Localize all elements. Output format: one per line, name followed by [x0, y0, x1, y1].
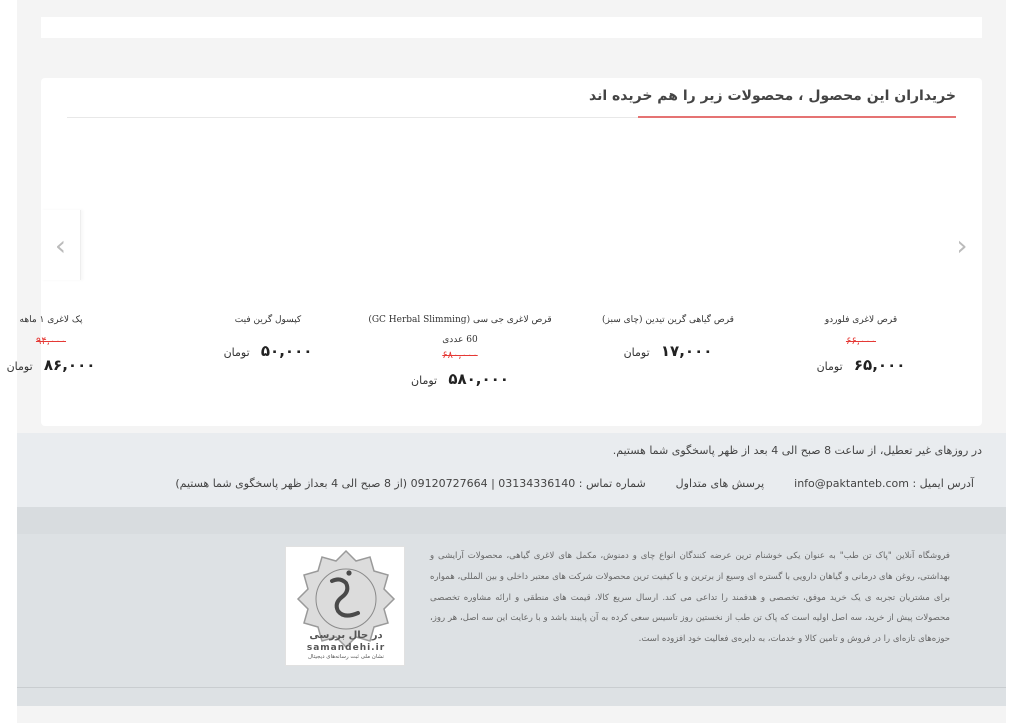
- about-text: فروشگاه آنلاین "پاک تن طب" به عنوان یکی خوشنام ترین عرضه کنندگان انواع چای و دمنوش، مکمل های لاغری گیاهی، محصولات آرایشی و بهداشتی، روغن های درمانی و گیاهان دارویی با گستره ای وسیع از برترین و با کیفیت ترین محصولات شرکت های معتبر داخلی و بین المللی، همواره برای مشتریان تجربه ی یک خرید موفق، تخصصی و هدفمند را تداعی می کند. ارسال سریع کالا، قیمت های منطقی و ارائه مشاوره تخصصی محصولات پیش از خرید، سه اصل اولیه است که پاک تن طب از نخستین روز تاسیس سعی کرده به آن پایبند باشد و با رعایت این سه اصل، هر روز، حوزه‌های تازه‌ای را در فروش و تامین کالا و خدمات، به دایره‌ی فعالیت خود افزوده است.: [430, 551, 950, 645]
- chevron-right-icon: ›: [956, 228, 968, 262]
- phone-label: شماره تماس :: [578, 477, 646, 490]
- product-card[interactable]: [575, 310, 761, 360]
- product-price-row: [354, 370, 566, 388]
- working-hours-text: در روزهای غیر تعطیل، از ساعت 8 صبح الی 4 بعد از ظهر پاسخگوی شما هستیم.: [612, 444, 982, 457]
- email-block: [794, 477, 974, 490]
- badge-status-text: در حال بررسی: [309, 630, 383, 641]
- email-link[interactable]: info@paktanteb.com: [794, 477, 909, 490]
- product-card[interactable]: [175, 310, 361, 360]
- product-card[interactable]: [0, 310, 131, 374]
- product-price-row: [575, 342, 761, 360]
- currency-label: تومان: [623, 346, 650, 359]
- product-card[interactable]: [354, 310, 566, 388]
- page: [6, 0, 1006, 723]
- currency-label: تومان: [6, 360, 33, 373]
- product-name[interactable]: کپسول گرین فیت: [234, 315, 302, 325]
- product-price-row: [768, 356, 954, 374]
- footer-band: [17, 507, 1006, 534]
- carousel-prev-button[interactable]: [41, 210, 81, 280]
- samandehi-badge[interactable]: [285, 546, 405, 666]
- product-card[interactable]: [768, 310, 954, 374]
- product-old-price: ۶۸۰,۰۰۰: [442, 350, 478, 361]
- carousel-next-button[interactable]: [942, 210, 982, 280]
- product-price: ۶۵,۰۰۰: [853, 356, 906, 374]
- footer-bottom: [17, 687, 1006, 706]
- currency-label: تومان: [816, 360, 843, 373]
- product-old-price: ۹۴,۰۰۰: [35, 336, 67, 347]
- footer-about: [17, 534, 1006, 687]
- faq-link[interactable]: پرسش های متداول: [675, 477, 765, 490]
- product-name[interactable]: قرص لاغری جی سی (GC Herbal Slimming): [368, 315, 552, 325]
- chevron-left-icon: ‹: [54, 228, 67, 262]
- product-name[interactable]: پک لاغری ۱ ماهه: [19, 315, 83, 325]
- title-accent-line: [638, 116, 956, 118]
- product-price: ۵۸۰,۰۰۰: [448, 370, 509, 388]
- product-name[interactable]: قرص لاغری فلوردو: [824, 315, 898, 325]
- currency-label: تومان: [223, 346, 250, 359]
- related-products-title: خریداران این محصول ، محصولات زیر را هم خریده اند: [588, 88, 956, 104]
- badge-caption-text: نشان ملی ثبت رسانه‌های دیجیتال: [308, 654, 384, 660]
- product-name[interactable]: قرص گیاهی گرین تیدین (چای سبز): [602, 315, 734, 325]
- related-products-section: [6, 78, 982, 426]
- product-price: ۸۶,۰۰۰: [43, 356, 96, 374]
- contact-row: [175, 477, 974, 490]
- phone-numbers: 03134336140 | 09120727664 (از 8 صبح الی 4 بعداز ظهر پاسخگوی شما هستیم): [175, 477, 576, 490]
- product-name-line2[interactable]: 60 عددی: [442, 335, 478, 345]
- email-label: آدرس ایمیل :: [912, 477, 974, 490]
- product-price: ۵۰,۰۰۰: [260, 342, 313, 360]
- currency-label: تومان: [411, 374, 438, 387]
- product-clip: [6, 310, 121, 390]
- footer-contact: [17, 433, 1006, 507]
- badge-domain-text: samandehi.ir: [306, 643, 386, 653]
- product-price: ۱۷,۰۰۰: [660, 342, 713, 360]
- product-price-row: [0, 356, 131, 374]
- product-price-row: [175, 342, 361, 360]
- product-old-price: ۶۶,۰۰۰: [845, 336, 877, 347]
- top-card: [41, 17, 982, 38]
- phone-block: [175, 477, 645, 490]
